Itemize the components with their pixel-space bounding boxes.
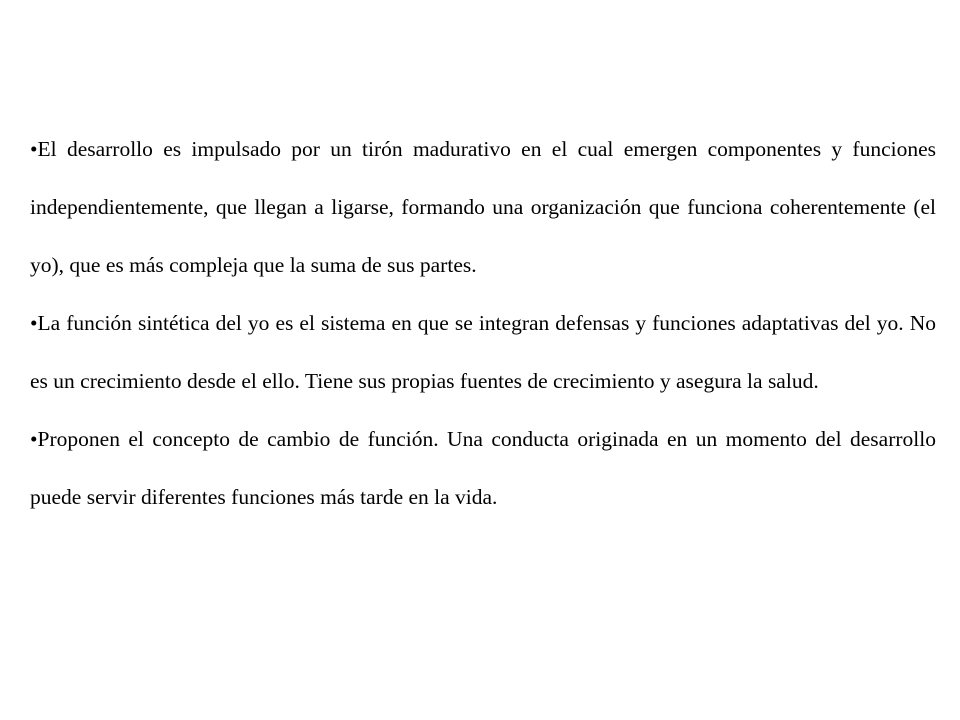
slide-body-text [30, 120, 936, 526]
bullet-paragraph-1 [30, 120, 936, 294]
bullet-paragraph-3 [30, 410, 936, 526]
bullet-paragraph-2 [30, 294, 936, 410]
paragraph-text: El desarrollo es impulsado por un tirón madurativo en el cual emergen componentes y funciones independientemente, que llegan a ligarse, formando una organización que funciona coherentemente (el yo), que es más compleja que la suma de sus partes. [30, 137, 936, 277]
paragraph-text: La función sintética del yo es el sistema en que se integran defensas y funciones adaptativas del yo. No es un crecimiento desde el ello. Tiene sus propias fuentes de crecimiento y asegura la salud. [30, 311, 936, 393]
bullet-marker: • [30, 137, 38, 161]
paragraph-text: Proponen el concepto de cambio de función. Una conducta originada en un momento del desarrollo puede servir diferentes funciones más tarde en la vida. [30, 427, 936, 509]
bullet-marker: • [30, 311, 38, 335]
bullet-marker: • [30, 427, 38, 451]
